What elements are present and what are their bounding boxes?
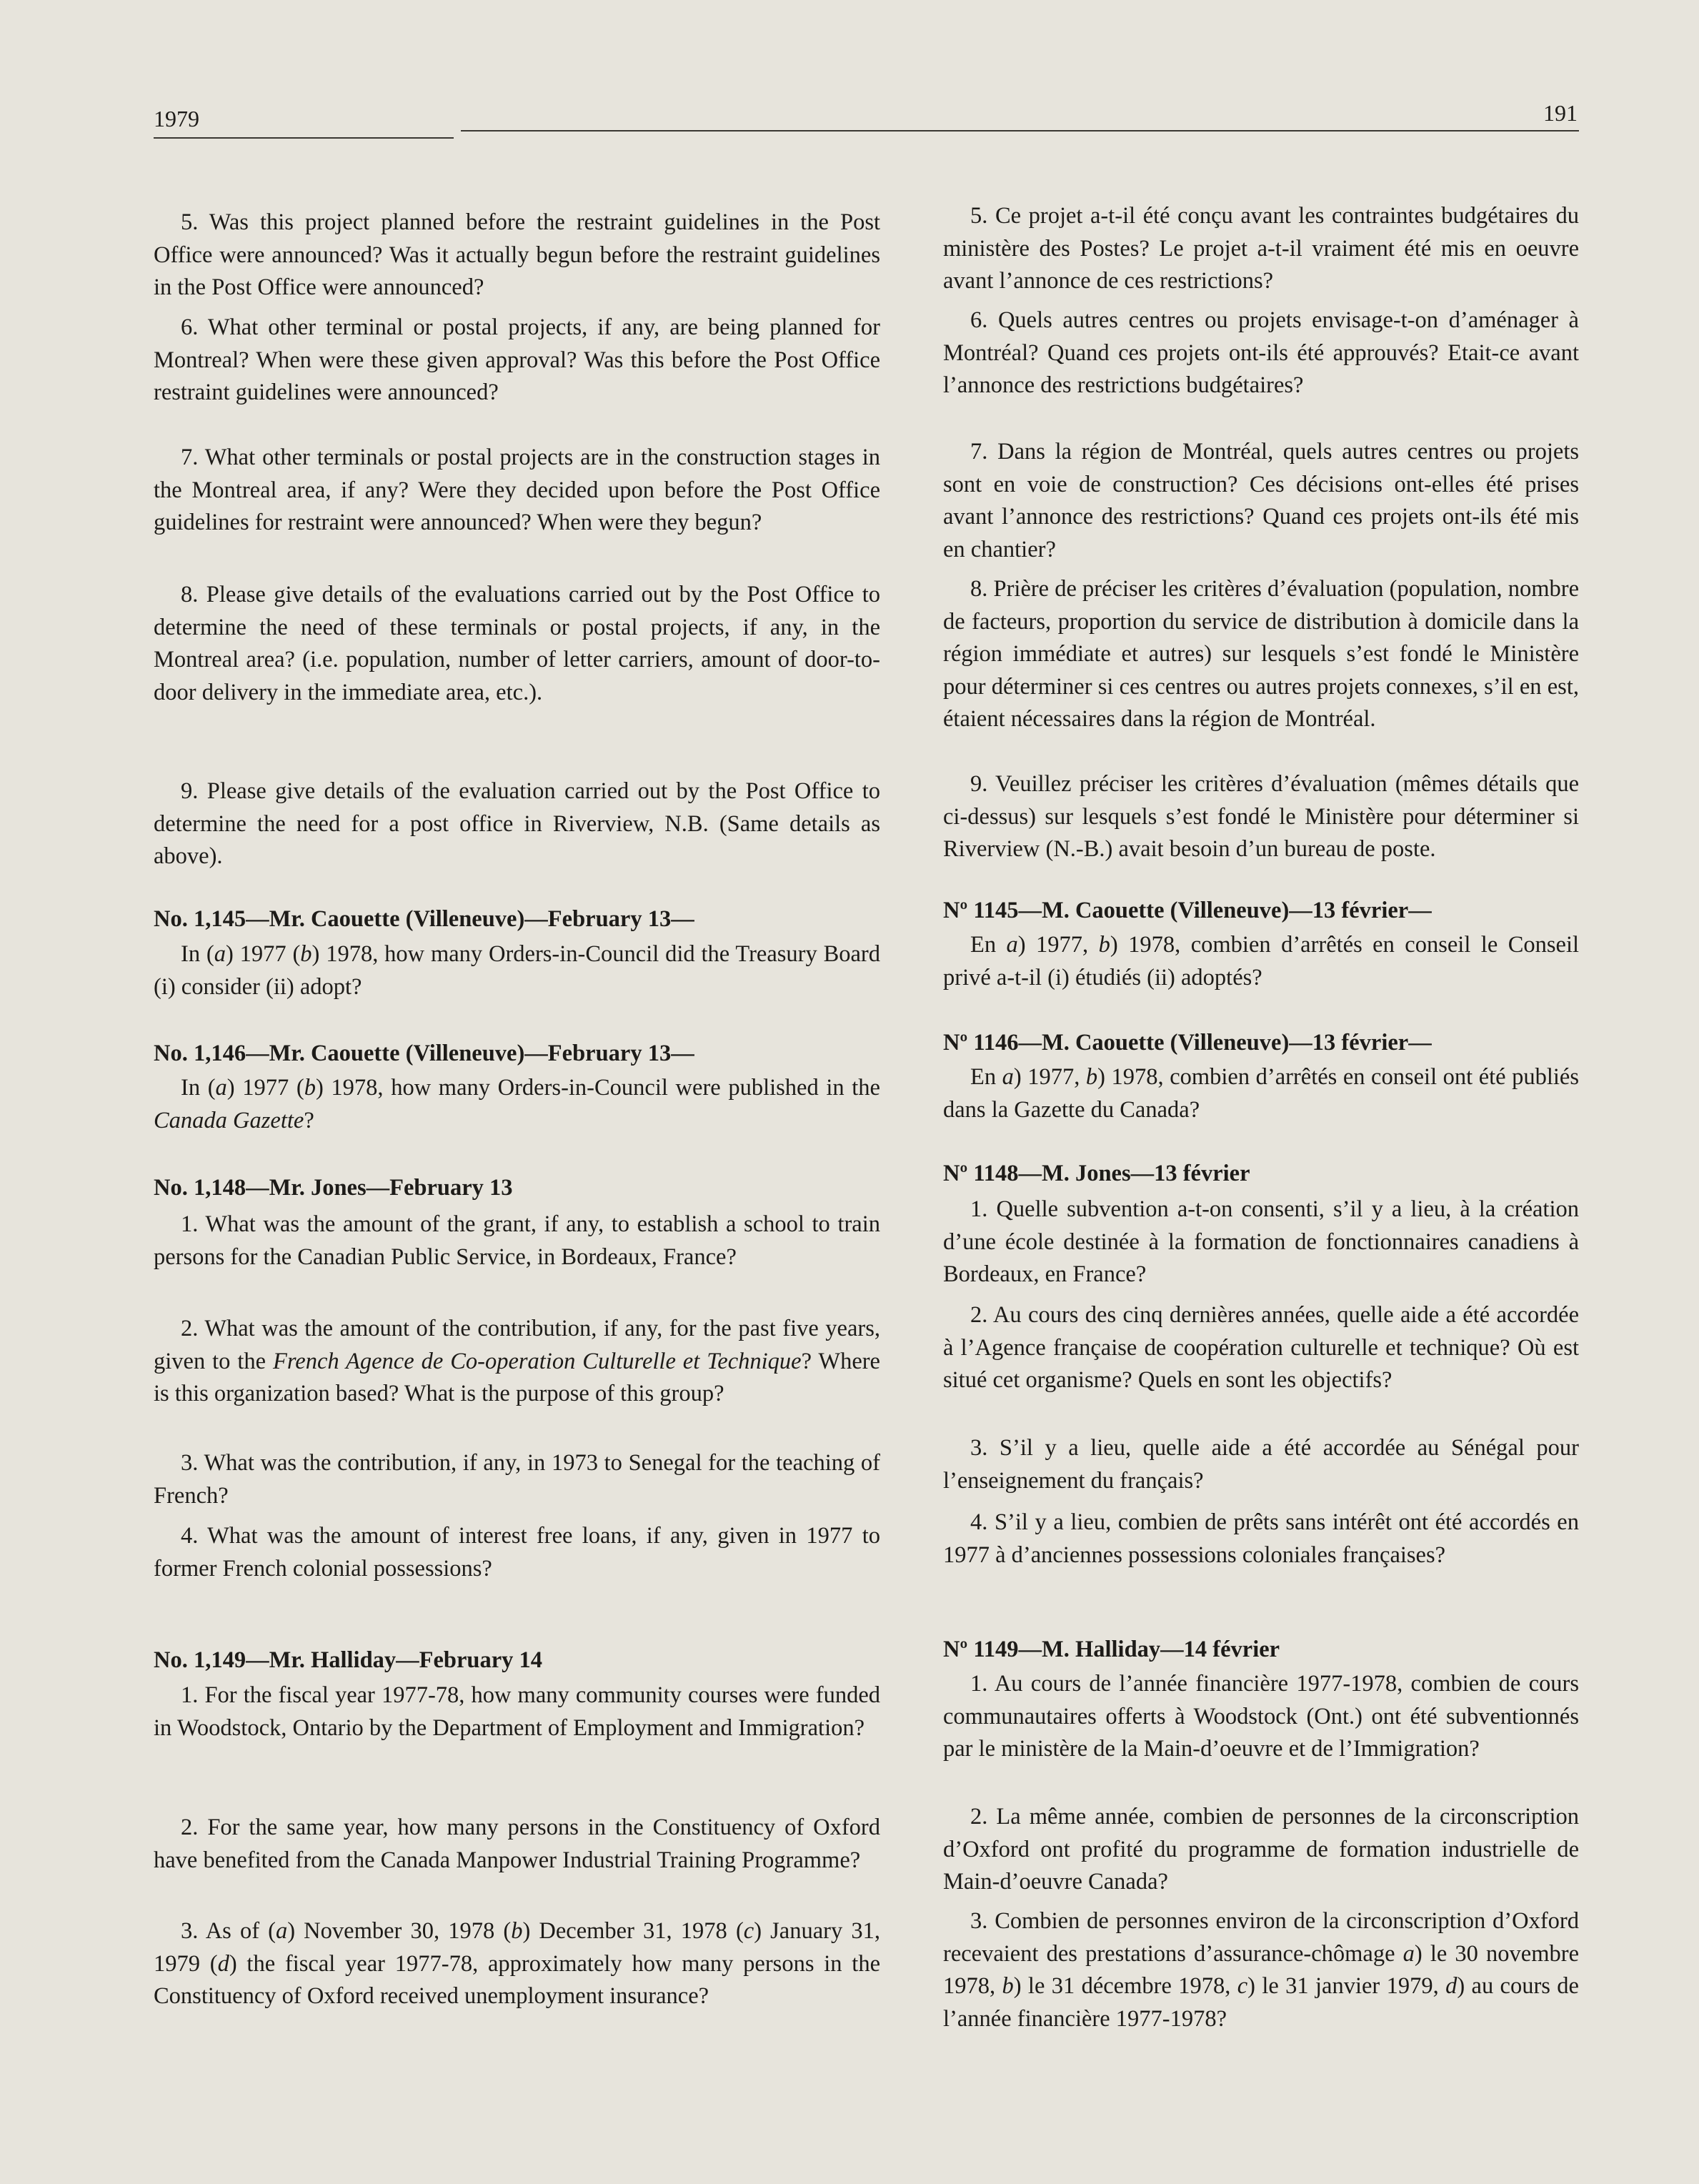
question-8-fr: 8. Prière de préciser les critères d’évaluation (population, nombre de facteurs, proportion du service de distribution à domicile dans la région immédiate et autres) sur lesquels s’est fondé le Ministère pour déterminer si ces centres ou autres projets connexes, s’il en est, étaient nécessaires dans la région de Montréal. [943, 576, 1579, 732]
question-5: 5. Was this project planned before the restraint guidelines in the Post Office were announced? Was it actually begun before the restraint guidelines in the Post Office were announced? [154, 209, 880, 300]
question-1149-2-fr: 2. La même année, combien de personnes de la circonscription d’Oxford ont profité du programme de formation industrielle de Main-d’oeuvre Canada? [943, 1804, 1579, 1895]
question-1149-2: 2. For the same year, how many persons in the Constituency of Oxford have benefited from the Canada Manpower Industrial Training Programme? [154, 1815, 880, 1873]
question-7: 7. What other terminals or postal projects are in the construction stages in the Montreal area, if any? Were they decided upon before the Post Office guidelines for restraint were announced? When were they begun? [154, 445, 880, 535]
question-1145-fr: En a) 1977, b) 1978, combien d’arrêtés en conseil le Conseil privé a-t-il (i) étudiés (ii) adoptés? [943, 932, 1579, 991]
heading-1148: No. 1,148—Mr. Jones—February 13 [154, 1175, 513, 1201]
question-1148-1: 1. What was the amount of the grant, if any, to establish a school to train persons for the Canadian Public Service, in Bordeaux, France? [154, 1211, 880, 1270]
question-1149-1: 1. For the fiscal year 1977-78, how many community courses were funded in Woodstock, Ontario by the Department of Employment and Immigration? [154, 1682, 880, 1741]
heading-1145: No. 1,145—Mr. Caouette (Villeneuve)—February 13— [154, 906, 694, 932]
question-1146: In (a) 1977 (b) 1978, how many Orders-in-Council were published in the Canada Gazette? [154, 1075, 880, 1133]
question-1149-3-fr: 3. Combien de personnes environ de la circonscription d’Oxford recevaient des prestations d’assurance-chômage a) le 30 novembre 1978, b) le 31 décembre 1978, c) le 31 janvier 1979, d) au cours de l’année financière 1977-1978? [943, 1908, 1580, 2032]
heading-1145-fr: Nº 1145—M. Caouette (Villeneuve)—13 février— [943, 898, 1432, 923]
question-1145: In (a) 1977 (b) 1978, how many Orders-in-Council did the Treasury Board (i) consider (ii) adopt? [154, 941, 880, 1000]
question-1148-4: 4. What was the amount of interest free loans, if any, given in 1977 to former French colonial possessions? [154, 1523, 880, 1582]
question-1149-3: 3. As of (a) November 30, 1978 (b) December 31, 1978 (c) January 31, 1979 (d) the fiscal year 1977-78, approximately how many persons in the Constituency of Oxford received unemployment insurance? [154, 1918, 880, 2009]
question-1148-2-fr: 2. Au cours des cinq dernières années, quelle aide a été accordée à l’Agence française de coopération culturelle et technique? Où est situé cet organisme? Quels en sont les objectifs? [943, 1302, 1579, 1393]
question-9: 9. Please give details of the evaluation carried out by the Post Office to determine the need for a post office in Riverview, N.B. (Same details as above). [154, 778, 880, 869]
page-number: 191 [1543, 100, 1578, 126]
question-9-fr: 9. Veuillez préciser les critères d’évaluation (mêmes détails que ci-dessus) sur lesquels s’est fondé le Ministère pour déterminer si Riverview (N.-B.) avait besoin d’un bureau de poste. [943, 771, 1579, 862]
question-1148-4-fr: 4. S’il y a lieu, combien de prêts sans intérêt ont été accordés en 1977 à d’anciennes possessions coloniales françaises? [943, 1509, 1579, 1568]
question-8: 8. Please give details of the evaluations carried out by the Post Office to determine the need of these terminals or postal projects, if any, in the Montreal area? (i.e. population, number of letter carriers, amount of door-to-door delivery in the immediate area, etc.). [154, 582, 880, 705]
question-7-fr: 7. Dans la région de Montréal, quels autres centres ou projets sont en voie de construction? Ces décisions ont-elles été prises avant l’annonce des restrictions? Quand ces projets ont-ils été mis en chantier? [943, 439, 1579, 562]
question-1148-3-fr: 3. S’il y a lieu, quelle aide a été accordée au Sénégal pour l’enseignement du français? [943, 1435, 1579, 1494]
heading-1149-fr: Nº 1149—M. Halliday—14 février [943, 1637, 1280, 1662]
page-header [0, 100, 1699, 143]
question-1148-1-fr: 1. Quelle subvention a-t-on consenti, s’il y a lieu, à la création d’une école destinée à la formation de fonctionnaires canadiens à Bordeaux, en France? [943, 1196, 1579, 1287]
header-rule-right [461, 130, 1579, 131]
heading-1146-fr: Nº 1146—M. Caouette (Villeneuve)—13 février— [943, 1030, 1432, 1056]
question-1148-3: 3. What was the contribution, if any, in 1973 to Senegal for the teaching of French? [154, 1450, 880, 1509]
header-rule-left [154, 137, 454, 139]
running-year: 1979 [154, 106, 199, 131]
heading-1146: No. 1,146—Mr. Caouette (Villeneuve)—February 13— [154, 1041, 694, 1066]
heading-1149: No. 1,149—Mr. Halliday—February 14 [154, 1647, 543, 1673]
heading-1148-fr: Nº 1148—M. Jones—13 février [943, 1161, 1250, 1186]
question-1148-2: 2. What was the amount of the contribution, if any, for the past five years, given to the French Agence de Co-operation Culturelle et Technique? Where is this organization based? What is the purpose of this group? [154, 1316, 880, 1406]
question-6-fr: 6. Quels autres centres ou projets envisage-t-on d’aménager à Montréal? Quand ces projets ont-ils été approuvés? Etait-ce avant l’annonce des restrictions budgétaires? [943, 307, 1579, 398]
question-1149-1-fr: 1. Au cours de l’année financière 1977-1978, combien de cours communautaires offerts à Woodstock (Ont.) ont été subventionnés par le ministère de la Main-d’oeuvre et de l’Immigration? [943, 1671, 1579, 1762]
question-5-fr: 5. Ce projet a-t-il été conçu avant les contraintes budgétaires du ministère des Postes? Le projet a-t-il vraiment été mis en oeuvre avant l’annonce de ces restrictions? [943, 203, 1579, 294]
question-6: 6. What other terminal or postal projects, if any, are being planned for Montreal? When were these given approval? Was this before the Post Office restraint guidelines were announced? [154, 314, 880, 405]
question-1146-fr: En a) 1977, b) 1978, combien d’arrêtés en conseil ont été publiés dans la Gazette du Canada? [943, 1064, 1579, 1123]
